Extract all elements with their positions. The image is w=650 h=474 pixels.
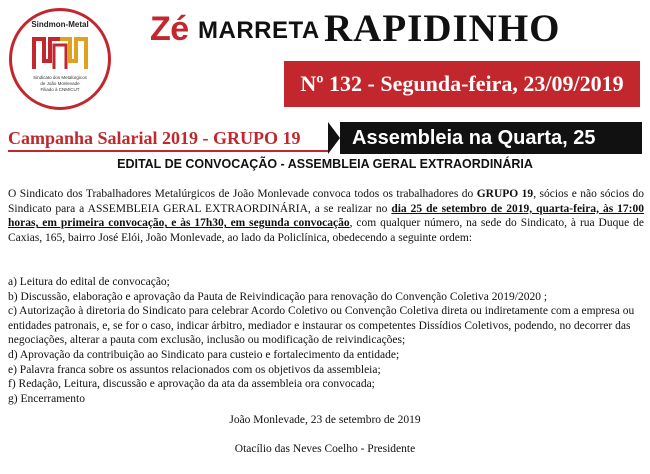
agenda-item: b) Discussão, elaboração e aprovação da Pauta de Reivindicação para renovação do Convenção Coletiva 2019/2020 ;: [8, 290, 548, 303]
agenda-item: g) Encerramento: [8, 392, 85, 405]
intro-group: GRUPO 19: [476, 188, 534, 200]
arrow-notch-icon: [328, 122, 340, 154]
logo-top-text: Sindmon-Metal: [31, 20, 89, 29]
agenda-item: d) Aprovação da contribuição ao Sindicato para custeio e fortalecimento da entidade;: [8, 348, 400, 361]
logo-line-1: Sindicato dos Metalúrgicos: [33, 75, 87, 80]
edital-heading: EDITAL DE CONVOCAÇÃO - ASSEMBLEIA GERAL EXTRAORDINÁRIA: [117, 157, 533, 171]
edital-intro: [8, 187, 644, 245]
campaign-title: Campanha Salarial 2019 - GRUPO 19: [8, 128, 301, 148]
signature: Otacílio das Neves Coelho - Presidente: [234, 443, 416, 455]
place-date: João Monlevade, 23 de setembro de 2019: [229, 414, 421, 426]
brand-ze: Zé: [150, 10, 189, 48]
intro-part-c: , com qualquer número, na sede do Sindicato, à rua Duque de Caxias, 165, bairro José Elói, João Monlevade, ao lado da Policlínica, obedecendo a seguinte ordem:: [8, 217, 644, 244]
agenda-item: c) Autorização à diretoria do Sindicato para celebrar Acordo Coletivo ou Convenção Coletiva direta ou indiretamente com a empresa ou entidades patronais, e, se for o caso, indicar árbitro, mediador e instaurar os competentes Dissídios Coletivos, podendo, no decorrer das negociações, alterar a pauta com exclusão, inclusão ou modificação de reivindicações;: [8, 305, 635, 347]
brand-marreta: MARRETA: [198, 17, 320, 44]
sindmon-metal-logo: [9, 8, 111, 110]
intro-part-a: O Sindicato dos Trabalhadores Metalúrgicos de João Monlevade convoca todos os trabalhadores do: [8, 188, 477, 200]
agenda-item: a) Leitura do edital de convocação;: [8, 276, 170, 288]
assembly-banner-text: Assembleia na Quarta, 25: [352, 127, 596, 149]
agenda-list: [8, 275, 644, 406]
issue-banner: Nº 132 - Segunda-feira, 23/09/2019: [284, 61, 640, 107]
intro-date: dia 25 de setembro de 2019, quarta-feira, às 17:00 horas, em primeira convocação, e às 17h30, em segunda convocação: [8, 202, 644, 230]
intro-part-b: , sócios e não sócios do Sindicato para a ASSEMBLEIA GERAL EXTRAORDINÁRIA, a se realizar no: [8, 188, 644, 215]
logo-line-2: de João Monlevade: [40, 81, 80, 86]
agenda-item: f) Redação, Leitura, discussão e aprovação da ata da assembleia ora convocada;: [8, 378, 375, 391]
agenda-item: e) Palavra franca sobre os assuntos relacionados com os objetivos da assembleia;: [8, 363, 381, 376]
brand-rapidinho: RAPIDINHO: [324, 7, 561, 50]
campaign-underline: [8, 150, 330, 152]
union-emblem-icon: [30, 33, 90, 71]
logo-line-3: Filiado à CNM/CUT: [40, 87, 80, 92]
